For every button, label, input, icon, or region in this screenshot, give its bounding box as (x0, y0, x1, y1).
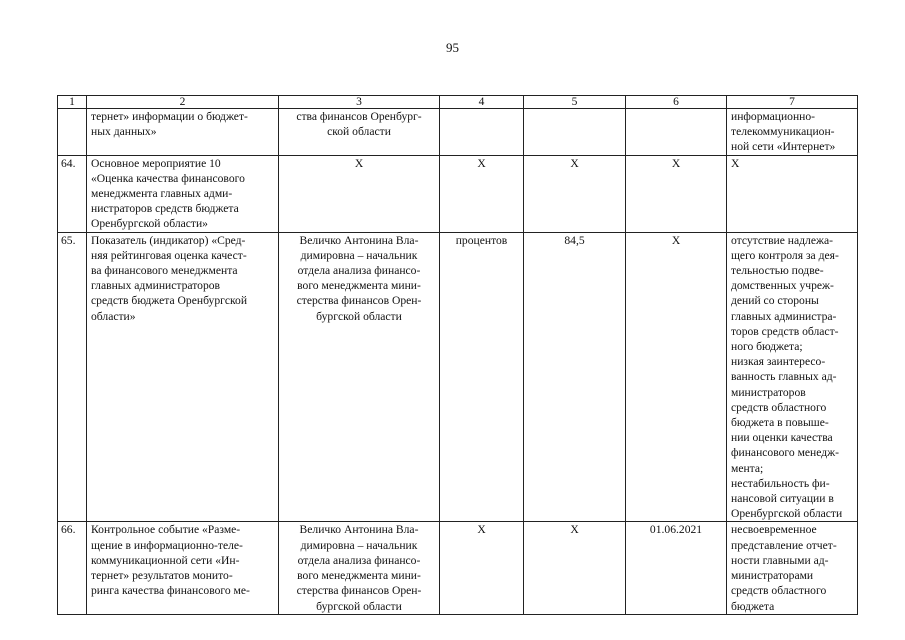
cell-text-line: ринга качества финансового ме- (91, 584, 250, 598)
table-cell-col2 (87, 232, 279, 522)
cell-text-line: министраторов (731, 385, 806, 399)
cell-text-line: ной сети «Интернет» (731, 140, 836, 154)
cell-text-line: торов средств област- (731, 324, 839, 338)
cell-text-line: бургской области (316, 309, 402, 323)
column-header: 2 (87, 96, 279, 109)
cell-text-line: средств бюджета Оренбургской (91, 294, 248, 308)
cell-text-line: представление отчет- (731, 538, 837, 552)
table-cell-col6 (626, 522, 727, 614)
table-cell-col4 (440, 522, 524, 614)
table-cell-col5 (524, 522, 626, 614)
cell-text-line: Величко Антонина Вла- (299, 233, 419, 247)
cell-text-line: ства финансов Оренбург- (296, 110, 422, 123)
cell-text-line: Х (731, 156, 740, 170)
cell-text-line: ного бюджета; (731, 340, 803, 354)
cell-text-line: бургской области (316, 599, 402, 613)
cell-text-line: области» (91, 309, 136, 323)
cell-text-line: тернет» результатов монито- (91, 569, 233, 583)
table-row (58, 522, 858, 614)
table-cell-col4 (440, 109, 524, 156)
cell-text-line: несвоевременное (731, 523, 817, 537)
table-cell-col6 (626, 109, 727, 156)
row-number-cell: 66. (58, 522, 87, 614)
cell-text-line: телекоммуникацион- (731, 125, 835, 139)
table-cell-col3 (279, 232, 440, 522)
table-cell-col6 (626, 155, 727, 232)
cell-text-line: Х (671, 156, 681, 170)
cell-text-line: Оренбургской области» (91, 217, 208, 231)
page-number: 95 (446, 40, 459, 55)
cell-text-line: 84,5 (564, 233, 585, 247)
cell-text-line: средств областного (731, 584, 827, 598)
table-cell-col2 (87, 522, 279, 614)
cell-text-line: низкая заинтересо- (731, 355, 826, 369)
column-header: 1 (58, 96, 87, 109)
row-number-cell: 64. (58, 155, 87, 232)
table-cell-col7 (727, 232, 858, 522)
cell-text-line: Х (354, 156, 364, 170)
cell-text-line: Х (570, 156, 579, 170)
cell-text-line: щего контроля за дея- (731, 248, 839, 262)
column-header: 4 (440, 96, 524, 109)
cell-text-line: процентов (455, 233, 508, 247)
table-cell-col2 (87, 109, 279, 156)
cell-text-line: димировна – начальник (300, 248, 418, 262)
table-cell-col7 (727, 109, 858, 156)
table-cell-col3 (279, 109, 440, 156)
table-cell-col3 (279, 522, 440, 614)
column-header: 3 (279, 96, 440, 109)
cell-text-line: отдела анализа финансо- (297, 264, 421, 278)
cell-text-line: главных администра- (731, 309, 837, 323)
cell-text-line: домственных учреж- (731, 279, 834, 293)
cell-text-line: «Оценка качества финансового (91, 171, 245, 185)
cell-text-line: няя рейтинговая оценка качест- (91, 248, 247, 262)
cell-text-line: ванность главных ад- (731, 370, 837, 384)
table-cell-col7 (727, 522, 858, 614)
cell-text-line: бюджета в повыше- (731, 416, 829, 430)
cell-text-line: Показатель (индикатор) «Сред- (91, 233, 246, 247)
table-cell-col4 (440, 232, 524, 522)
table-cell-col3 (279, 155, 440, 232)
cell-text-line: финансового менедж- (731, 446, 840, 460)
cell-text-line: отдела анализа финансо- (297, 553, 421, 567)
cell-text-line: стерства финансов Орен- (296, 294, 422, 308)
cell-text-line: Контрольное событие «Разме- (91, 523, 241, 537)
cell-text-line: вого менеджмента мини- (297, 279, 421, 293)
column-header: 6 (626, 96, 727, 109)
cell-text-line: Оренбургской области (731, 507, 843, 521)
table-row (58, 155, 858, 232)
table-cell-col5 (524, 232, 626, 522)
cell-text-line: Х (671, 233, 681, 247)
cell-text-line: димировна – начальник (300, 538, 418, 552)
table-cell-col4 (440, 155, 524, 232)
cell-text-line: менеджмента главных адми- (91, 187, 233, 201)
cell-text-line: ных данных» (91, 125, 157, 139)
cell-text-line: Х (570, 523, 579, 537)
cell-text-line: министраторами (731, 569, 814, 583)
cell-text-line: ности главными ад- (731, 553, 829, 567)
table-header-row (58, 96, 858, 109)
cell-text-line: дений со стороны (731, 294, 819, 308)
table-cell-col2 (87, 155, 279, 232)
cell-text-line: средств областного (731, 400, 827, 414)
cell-text-line: информационно- (731, 110, 816, 123)
cell-text-line: бюджета (731, 599, 775, 613)
cell-text-line: 01.06.2021 (649, 523, 703, 537)
cell-text-line: нии оценки качества (731, 431, 833, 445)
table-row (58, 232, 858, 522)
cell-text-line: Величко Антонина Вла- (299, 523, 419, 537)
row-number-cell: 65. (58, 232, 87, 522)
cell-text-line: главных администраторов (91, 279, 221, 293)
cell-text-line: нистраторов средств бюджета (91, 202, 239, 216)
document-table (57, 95, 858, 615)
table-row (58, 109, 858, 156)
cell-text-line: вого менеджмента мини- (297, 569, 421, 583)
cell-text-line: ской области (327, 125, 391, 139)
table-cell-col5 (524, 109, 626, 156)
cell-text-line: тельностью подве- (731, 264, 824, 278)
table-cell-col5 (524, 155, 626, 232)
column-header: 7 (727, 96, 858, 109)
cell-text-line: коммуникационной сети «Ин- (91, 553, 240, 567)
cell-text-line: отсутствие надлежа- (731, 233, 833, 247)
table-cell-col6 (626, 232, 727, 522)
cell-text-line: нестабильность фи- (731, 476, 830, 490)
column-header: 5 (524, 96, 626, 109)
cell-text-line: мента; (731, 461, 764, 475)
cell-text-line: Х (477, 523, 486, 537)
row-number-cell (58, 109, 87, 156)
cell-text-line: стерства финансов Орен- (296, 584, 422, 598)
cell-text-line: тернет» информации о бюджет- (91, 110, 248, 123)
table-cell-col7 (727, 155, 858, 232)
cell-text-line: Основное мероприятие 10 (91, 156, 221, 170)
cell-text-line: щение в информационно-теле- (91, 538, 243, 552)
cell-text-line: ва финансового менеджмента (91, 264, 238, 278)
cell-text-line: нансовой ситуации в (731, 492, 834, 506)
cell-text-line: Х (477, 156, 486, 170)
